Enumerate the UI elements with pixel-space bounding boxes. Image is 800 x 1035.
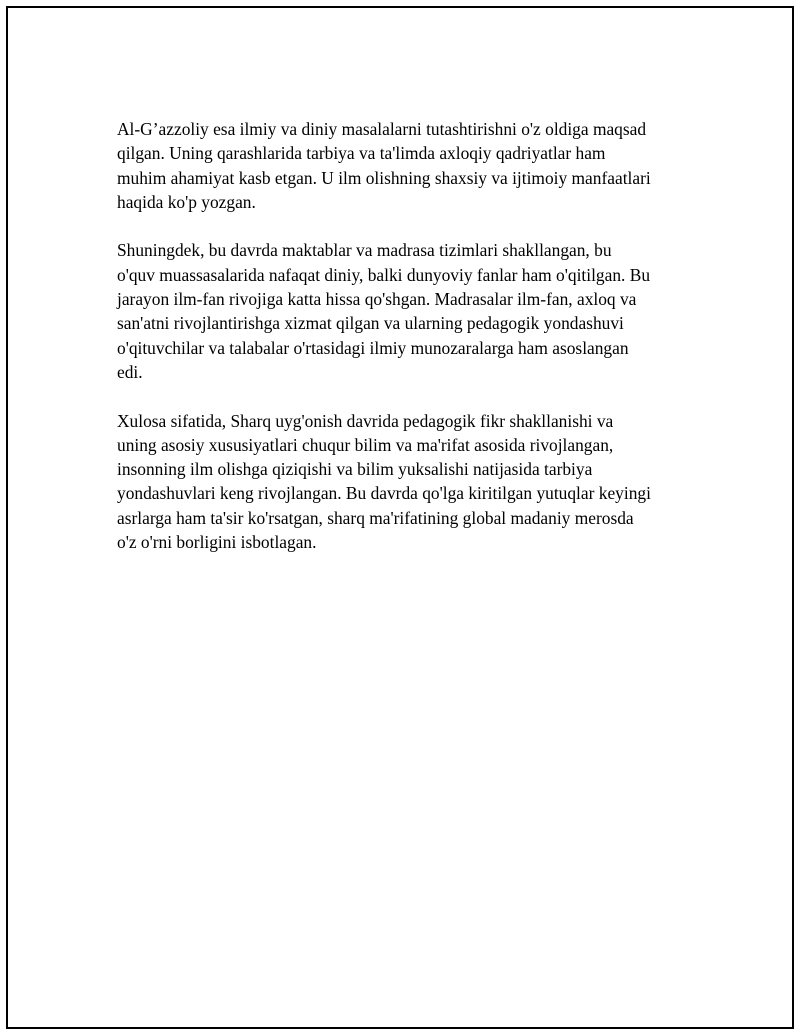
paragraph-al-gazzoliy: Al-G’azzoliy esa ilmiy va diniy masalalarni tutashtirishni o'z oldiga maqsad qilgan. Uning qarashlarida tarbiya va ta'limda axloqiy qadriyatlar ham muhim ahamiyat kasb etgan. U ilm olishning shaxsiy va ijtimoiy manfaatlari haqida ko'p yozgan. (117, 119, 651, 212)
document-body (117, 117, 697, 579)
paragraph-conclusion: Xulosa sifatida, Sharq uyg'onish davrida pedagogik fikr shakllanishi va uning asosiy xususiyatlari chuqur bilim va ma'rifat asosida rivojlangan, insonning ilm olishga qiziqishi va bilim yuksalishi natijasida tarbiya yondashuvlari keng rivojlangan. Bu davrda qo'lga kiritilgan yutuqlar keyingi asrlarga ham ta'sir ko'rsatgan, sharq ma'rifatining global madaniy merosda o'z o'rni borligini isbotlagan. (117, 410, 651, 553)
paragraph-madrasa-systems: Shuningdek, bu davrda maktablar va madrasa tizimlari shakllangan, bu o'quv muassasalarida nafaqat diniy, balki dunyoviy fanlar ham o'qitilgan. Bu jarayon ilm-fan rivojiga katta hissa qo'shgan. Madrasalar ilm-fan, axloq va san'atni rivojlantirishga xizmat qilgan va ularning pedagogik yondashuvi o'qituvchilar va talabalar o'rtasidagi ilmiy munozaralarga ham asoslangan edi. (117, 240, 651, 382)
